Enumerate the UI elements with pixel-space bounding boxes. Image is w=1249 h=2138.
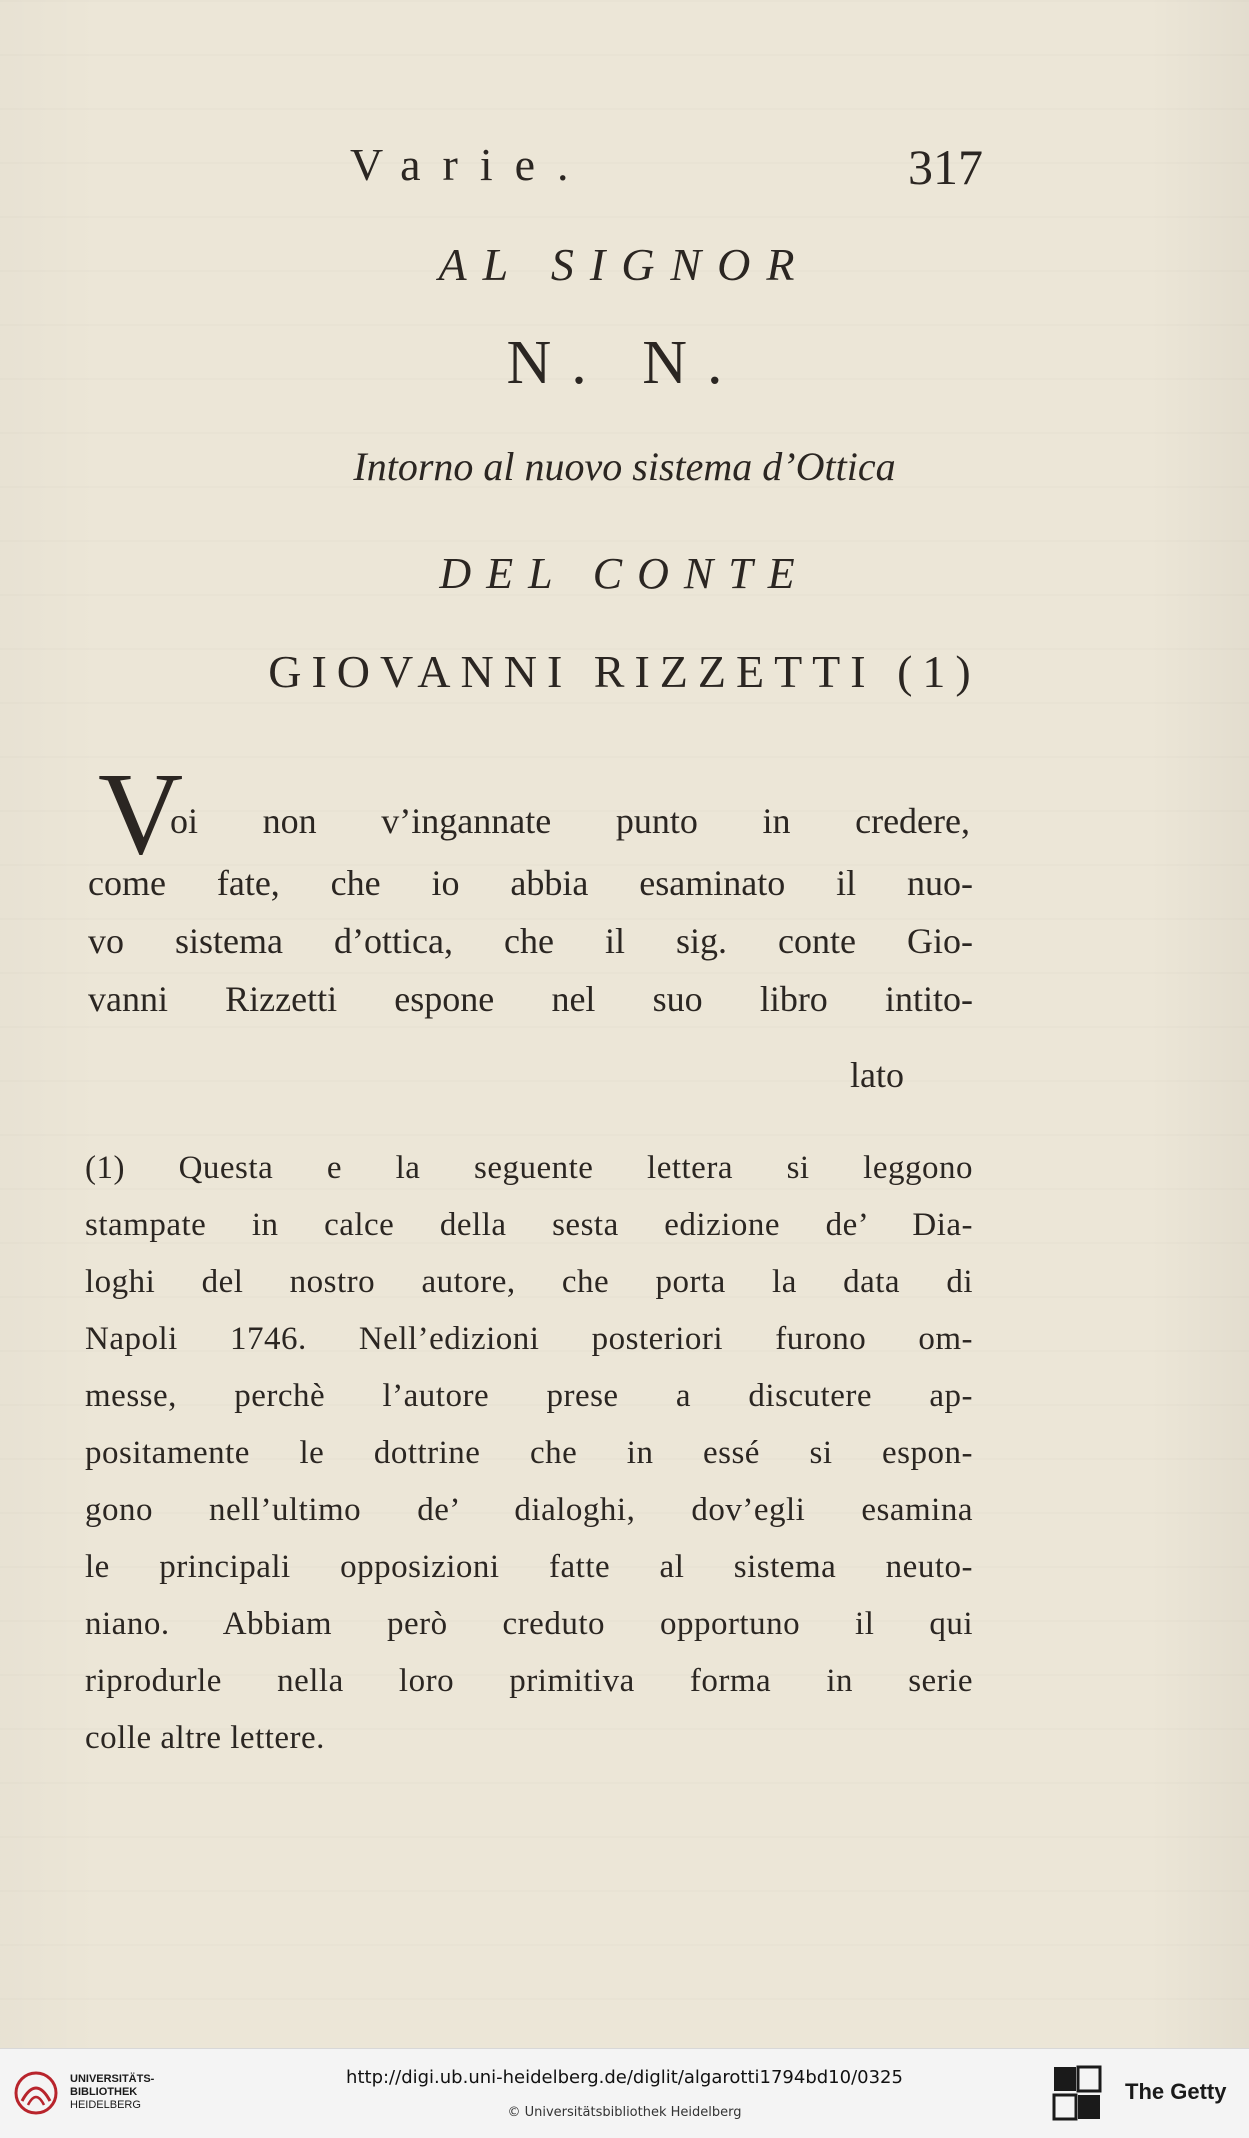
body-line-3: vo sistema d’ottica, che il sig. conte Gio-: [88, 921, 973, 961]
footnote-line-10: riprodurle nella loro primitiva forma in serie: [85, 1663, 973, 1699]
drop-cap: V: [98, 748, 184, 879]
viewer-footer: [0, 2048, 1249, 2138]
copyright-notice: © Universitätsbibliothek Heidelberg: [507, 2105, 742, 2120]
heading-intorno: Intorno al nuovo sistema d’Ottica: [353, 444, 896, 489]
footnote-line-6: positamente le dottrine che in essé si espon-: [85, 1435, 973, 1471]
getty-label[interactable]: The Getty: [1125, 2079, 1227, 2104]
footnote-line-1: (1) Questa e la seguente lettera si leggono: [85, 1150, 973, 1186]
footnote-line-2: stampate in calce della sesta edizione de’ Dia-: [85, 1207, 973, 1243]
footnote-line-9: niano. Abbiam però creduto opportuno il qui: [85, 1606, 973, 1642]
footnote-line-4: Napoli 1746. Nell’edizioni posteriori furono om-: [85, 1321, 973, 1357]
running-head-title: Varie.: [350, 139, 591, 190]
permalink-url[interactable]: http://digi.ub.uni-heidelberg.de/diglit/algarotti1794bd10/0325: [346, 2067, 903, 2088]
heading-del-conte: DEL CONTE: [439, 549, 810, 598]
heading-al-signor: AL SIGNOR: [438, 239, 811, 290]
footnote-line-8: le principali opposizioni fatte al sistema neuto-: [85, 1549, 973, 1585]
page-number: 317: [908, 139, 983, 195]
body-line-1: oi non v’ingannate punto in credere,: [170, 801, 970, 841]
footnote-line-5: messe, perchè l’autore prese a discutere ap-: [85, 1378, 973, 1414]
heading-nn: N. N.: [506, 329, 743, 397]
catchword: lato: [850, 1055, 904, 1095]
footnote-line-11: colle altre lettere.: [85, 1720, 325, 1756]
body-line-4: vanni Rizzetti espone nel suo libro intito-: [88, 979, 973, 1019]
footnote-line-7: gono nell’ultimo de’ dialoghi, dov’egli esamina: [85, 1492, 973, 1528]
footnote-line-3: loghi del nostro autore, che porta la data di: [85, 1264, 973, 1300]
body-line-2: come fate, che io abbia esaminato il nuo-: [88, 863, 973, 903]
institution-name: UNIVERSITÄTS- BIBLIOTHEK HEIDELBERG: [70, 2073, 155, 2111]
heading-giovanni-rizzetti: GIOVANNI RIZZETTI (1): [268, 646, 981, 697]
getty-logo-icon[interactable]: [1052, 2065, 1102, 2121]
